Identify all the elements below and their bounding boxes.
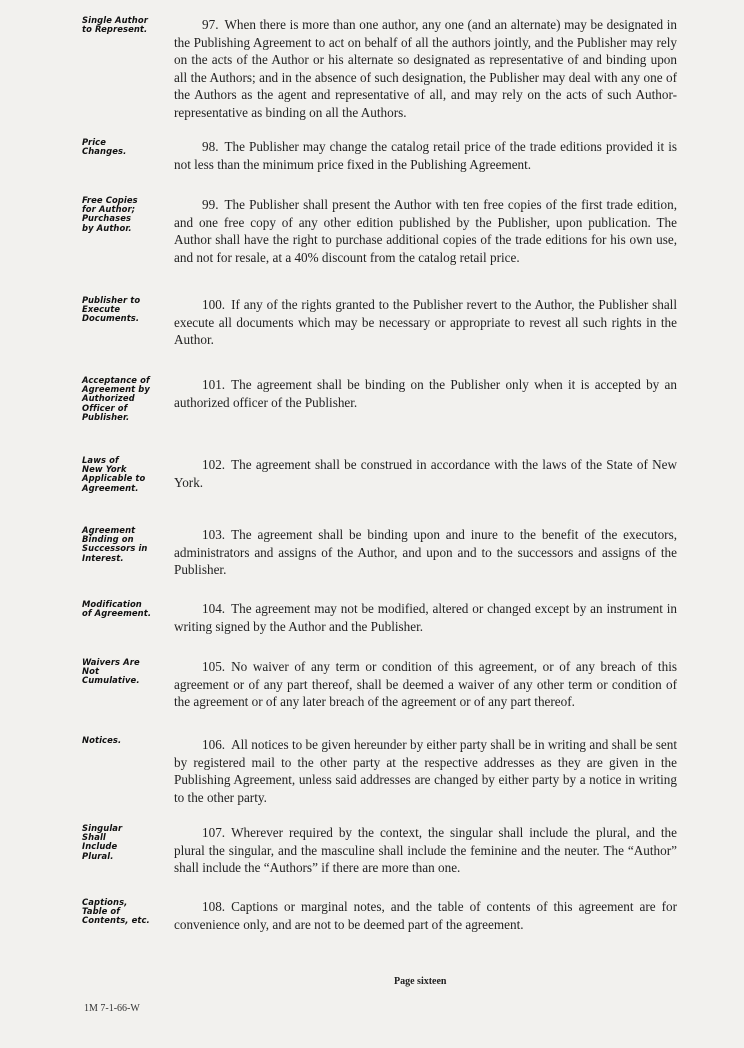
clause-number: 99. [202, 197, 219, 212]
clause-text: When there is more than one author, any one (and an alternate) may be designated in the Publishing Agreement to act on behalf of all the authors jointly, and the Publisher may rely on the acts of the Author or his alternate so designated as representative of and binding upon all the Authors; and in the absence of such designation, the Publisher may deal with any one of the Authors as the agent and representative of all, and may rely on the acts of such Author-representative as binding on all the Authors. [174, 17, 677, 120]
caption-line: Publisher. [82, 411, 130, 422]
caption-line: Successors in [82, 543, 148, 554]
caption-line: Applicable to [82, 473, 146, 484]
marginal-caption [82, 898, 170, 926]
marginal-caption [82, 824, 170, 861]
marginal-caption [82, 658, 170, 686]
clause-number: 105. [202, 659, 226, 674]
caption-line: Shall [82, 832, 106, 843]
clause-body [174, 658, 677, 711]
clause-body [174, 526, 677, 579]
caption-line: Notices. [82, 735, 122, 745]
caption-line: Changes. [82, 146, 127, 157]
marginal-caption [82, 376, 170, 422]
clause-text: The agreement may not be modified, altered or changed except by an instrument in writing signed by the Author and the Publisher. [174, 601, 677, 634]
clause-number: 104. [202, 601, 226, 616]
clause-text: No waiver of any term or condition of this agreement, or of any breach of this agreement or of any part thereof, shall be deemed a waiver of any other term or condition of the agreement or of any later breach of the agreement or of any part thereof. [174, 659, 677, 710]
marginal-caption [82, 138, 170, 156]
clause-section [82, 196, 677, 266]
marginal-caption [82, 296, 170, 324]
marginal-caption [82, 526, 170, 563]
caption-line: Contents, etc. [82, 915, 150, 926]
caption-line: New York [82, 464, 127, 475]
clause-number: 107. [202, 825, 226, 840]
clause-section [82, 375, 677, 422]
marginal-caption [82, 456, 170, 493]
caption-line: Acceptance of [82, 375, 150, 385]
clause-text: The agreement shall be construed in accordance with the laws of the State of New York. [174, 457, 677, 490]
caption-line: Agreement. [82, 482, 139, 493]
caption-line: Agreement [82, 525, 136, 535]
caption-line: Plural. [82, 850, 114, 861]
caption-line: Price [82, 137, 107, 147]
marginal-caption [82, 16, 170, 34]
caption-line: Modification [82, 599, 142, 609]
caption-line: Single Author [82, 15, 148, 25]
clause-body [174, 196, 677, 266]
clause-section [82, 824, 677, 877]
clause-body [174, 824, 677, 877]
caption-line: Waivers Are [82, 657, 140, 667]
clause-text: Wherever required by the context, the singular shall include the plural, and the plural the singular, and the masculine shall include the feminine and the neuter. The “Author” shall include the “Authors” if there are more than one. [174, 825, 677, 876]
clause-number: 100. [202, 297, 226, 312]
marginal-caption [82, 196, 170, 233]
caption-line: Include [82, 841, 118, 852]
caption-line: Table of [82, 906, 121, 917]
caption-line: for Author; [82, 204, 136, 215]
caption-line: Execute [82, 304, 121, 315]
clause-number: 97. [202, 17, 219, 32]
caption-line: Binding on [82, 534, 134, 545]
clause-number: 102. [202, 457, 226, 472]
marginal-caption [82, 600, 170, 618]
caption-line: Authorized [82, 393, 135, 404]
clause-section [82, 600, 677, 635]
clause-section [82, 898, 677, 933]
caption-line: of Agreement. [82, 608, 152, 619]
clause-text: The Publisher shall present the Author with ten free copies of the first trade edition, and one free copy of any other edition published by the Publisher, upon publication. The Author shall have the right to purchase additional copies of the trade editions for his own use, and not for resale, at a 40% discount from the catalog retail price. [174, 197, 677, 265]
clause-section [82, 138, 677, 173]
clause-number: 98. [202, 139, 219, 154]
clause-text: All notices to be given hereunder by either party shall be in writing and shall be sent by registered mail to the other party at the respective addresses as they are given in the Publishing Agreement, unless said addresses are changed by either party by a notice in writing to the other party. [174, 737, 677, 805]
clause-number: 101. [202, 377, 226, 392]
clause-text: The Publisher may change the catalog retail price of the trade editions provided it is not less than the minimum price fixed in the Publishing Agreement. [174, 139, 677, 172]
caption-line: Purchases [82, 213, 132, 224]
caption-line: Free Copies [82, 195, 138, 205]
caption-line: Captions, [82, 897, 128, 907]
clause-body [174, 600, 677, 635]
caption-line: Cumulative. [82, 675, 140, 686]
caption-line: to Represent. [82, 24, 148, 35]
clause-number: 108. [202, 899, 226, 914]
clause-body [174, 376, 677, 411]
caption-line: Interest. [82, 552, 124, 563]
clause-body [174, 736, 677, 806]
caption-line: Documents. [82, 313, 140, 324]
clause-body [174, 138, 677, 173]
caption-line: Officer of [82, 402, 128, 413]
clause-section [82, 456, 677, 491]
caption-line: Agreement by [82, 384, 150, 395]
clause-number: 106. [202, 737, 226, 752]
clause-text: The agreement shall be binding on the Publisher only when it is accepted by an authorized officer of the Publisher. [174, 377, 677, 410]
clause-text: Captions or marginal notes, and the table of contents of this agreement are for convenience only, and are not to be deemed part of the agreement. [174, 899, 677, 932]
clause-body [174, 456, 677, 491]
caption-line: Not [82, 666, 100, 677]
page-number: Page sixteen [394, 976, 447, 987]
clause-number: 103. [202, 527, 226, 542]
caption-line: Laws of [82, 455, 119, 465]
marginal-caption [82, 736, 170, 745]
caption-line: Singular [82, 823, 123, 833]
clause-text: The agreement shall be binding upon and inure to the benefit of the executors, administrators and assigns of the Author, and upon and to the successors and assigns of the Publisher. [174, 527, 677, 578]
clause-section [82, 658, 677, 711]
clause-section [82, 16, 677, 122]
clause-body [174, 898, 677, 933]
form-code: 1M 7-1-66-W [84, 1003, 140, 1014]
clause-section [82, 296, 677, 349]
caption-line: Publisher to [82, 295, 141, 305]
clause-text: If any of the rights granted to the Publisher revert to the Author, the Publisher shall execute all documents which may be necessary or appropriate to revest all such rights in the Author. [174, 297, 677, 348]
clause-section [82, 526, 677, 579]
clause-body [174, 296, 677, 349]
clause-body [174, 16, 677, 122]
clause-section [82, 736, 677, 806]
caption-line: by Author. [82, 222, 132, 233]
